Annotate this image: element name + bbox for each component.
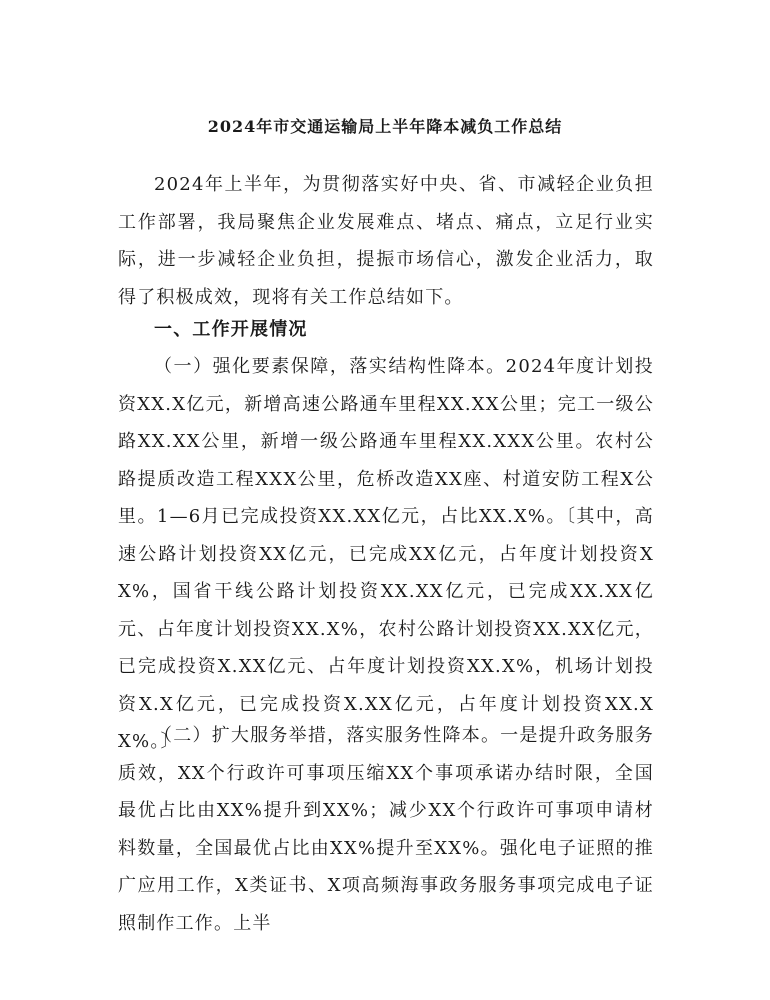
- item-2-paragraph: （二）扩大服务举措，落实服务性降本。一是提升政务服务质效，XX个行政许可事项压缩XX个事项承诺办结时限，全国最优占比由XX%提升到XX%；减少XX个行政许可事项申请材料数量，全国最优占比由XX%提升至XX%。强化电子证照的推广应用工作，X类证书、X项高频海事政务服务事项完成电子证照制作工作。上半: [118, 725, 654, 934]
- section-heading: 一、工作开展情况: [154, 319, 308, 340]
- item-1-paragraph: （一）强化要素保障，落实结构性降本。2024年度计划投资XX.X亿元，新增高速公路通车里程XX.XX公里；完工一级公路XX.XX公里，新增一级公路通车里程XX.XXX公里。农村公路提质改造工程XXX公里，危桥改造XX座、村道安防工程X公里。1—6月已完成投资XX.XX亿元，占比XX.X%。〔其中，高速公路计划投资XX亿元，已完成XX亿元，占年度计划投资XX%，国省干线公路计划投资XX.XX亿元，已完成XX.XX亿元、占年度计划投资XX.X%，农村公路计划投资XX.XX亿元，已完成投资X.XX亿元、占年度计划投资XX.X%，机场计划投资X.X亿元，已完成投资X.XX亿元，占年度计划投资XX.XX%。〕: [118, 356, 654, 752]
- intro-paragraph: 2024年上半年，为贯彻落实好中央、省、市减轻企业负担工作部署，我局聚焦企业发展难点、堵点、痛点，立足行业实际，进一步减轻企业负担，提振市场信心，激发企业活力，取得了积极成效，现将有关工作总结如下。: [118, 174, 654, 308]
- document-title: 2024年市交通运输局上半年降本减负工作总结: [207, 117, 563, 136]
